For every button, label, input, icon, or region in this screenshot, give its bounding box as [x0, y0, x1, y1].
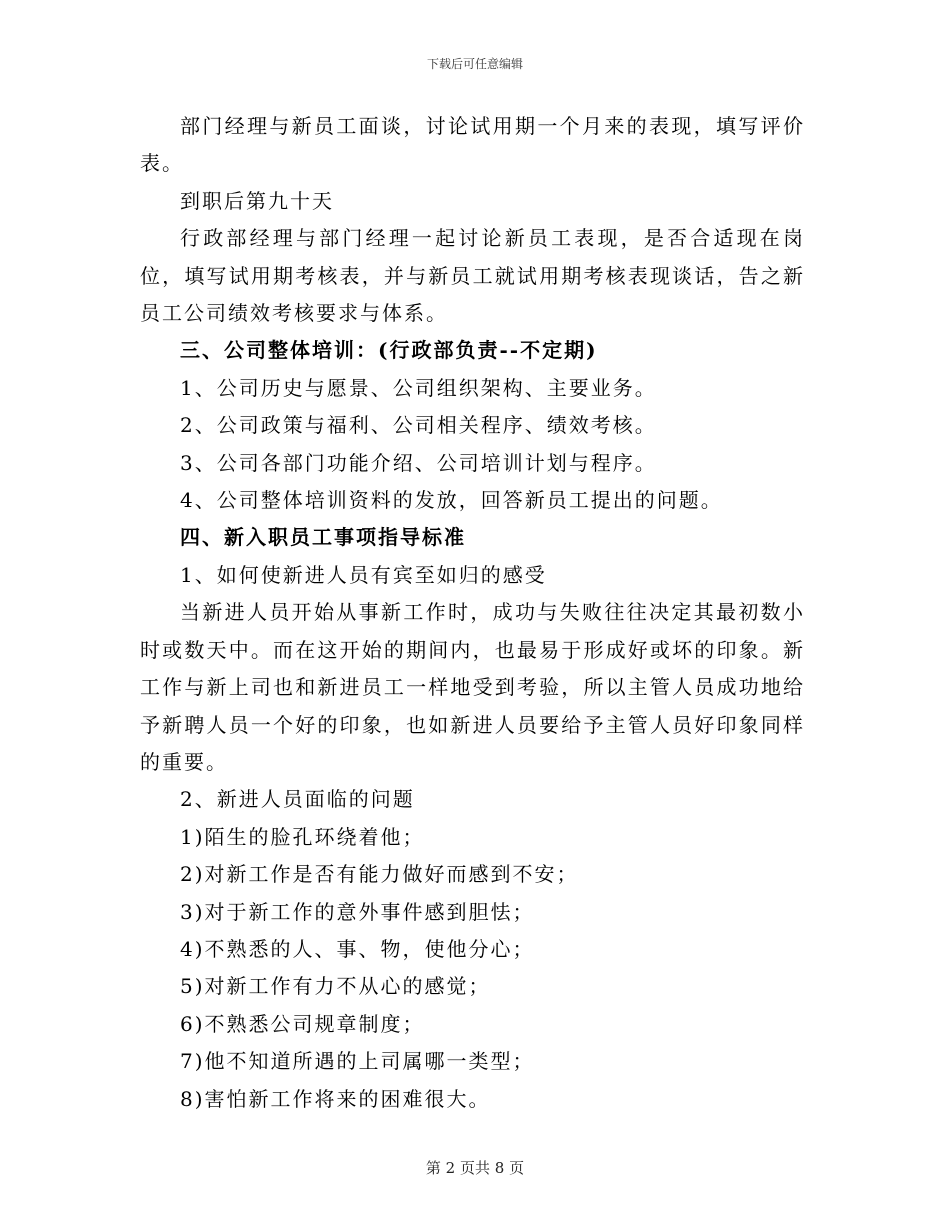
list-item: 4、公司整体培训资料的发放，回答新员工提出的问题。 [180, 488, 723, 513]
page-header: 下载后可任意编辑 [426, 57, 523, 71]
subheading: 2、新进人员面临的问题 [180, 787, 415, 812]
list-item: 6)不熟悉公司规章制度； [180, 1011, 425, 1036]
page-footer: 第 2 页共 8 页 [425, 1159, 525, 1177]
paragraph: 行政部经理与部门经理一起讨论新员工表现，是否合适现在岗位，填写试用期考核表，并与新员工就试用期考核表现谈话，告之新员工公司绩效考核要求与体系。 [140, 226, 805, 326]
section-heading: 三、公司整体培训：(行政部负责--不定期) [180, 338, 598, 363]
list-item: 8)害怕新工作将来的困难很大。 [180, 1086, 491, 1111]
list-item: 5)对新工作有力不从心的感觉； [180, 974, 491, 999]
list-item: 2、公司政策与福利、公司相关程序、绩效考核。 [180, 413, 657, 438]
list-item: 2)对新工作是否有能力做好而感到不安； [180, 862, 579, 887]
paragraph: 当新进人员开始从事新工作时，成功与失败往往决定其最初数小时或数天中。而在这开始的期间内，也最易于形成好或坏的印象。新工作与新上司也和新进员工一样地受到考验，所以主管人员成功地给予新聘人员一个好的印象，也如新进人员要给予主管人员好印象同样的重要。 [140, 600, 805, 774]
list-item: 1、公司历史与愿景、公司组织架构、主要业务。 [180, 375, 657, 400]
list-item: 1)陌生的脸孔环绕着他； [180, 824, 425, 849]
list-item: 3)对于新工作的意外事件感到胆怯； [180, 899, 535, 924]
paragraph: 到职后第九十天 [180, 188, 334, 213]
list-item: 7)他不知道所遇的上司属哪一类型； [180, 1049, 535, 1074]
document-body [140, 108, 805, 1118]
paragraph: 部门经理与新员工面谈，讨论试用期一个月来的表现，填写评价表。 [140, 114, 805, 176]
list-item: 4)不熟悉的人、事、物，使他分心； [180, 936, 535, 961]
section-heading: 四、新入职员工事项指导标准 [180, 525, 466, 550]
subheading: 1、如何使新进人员有宾至如归的感受 [180, 562, 547, 587]
list-item: 3、公司各部门功能介绍、公司培训计划与程序。 [180, 450, 657, 475]
